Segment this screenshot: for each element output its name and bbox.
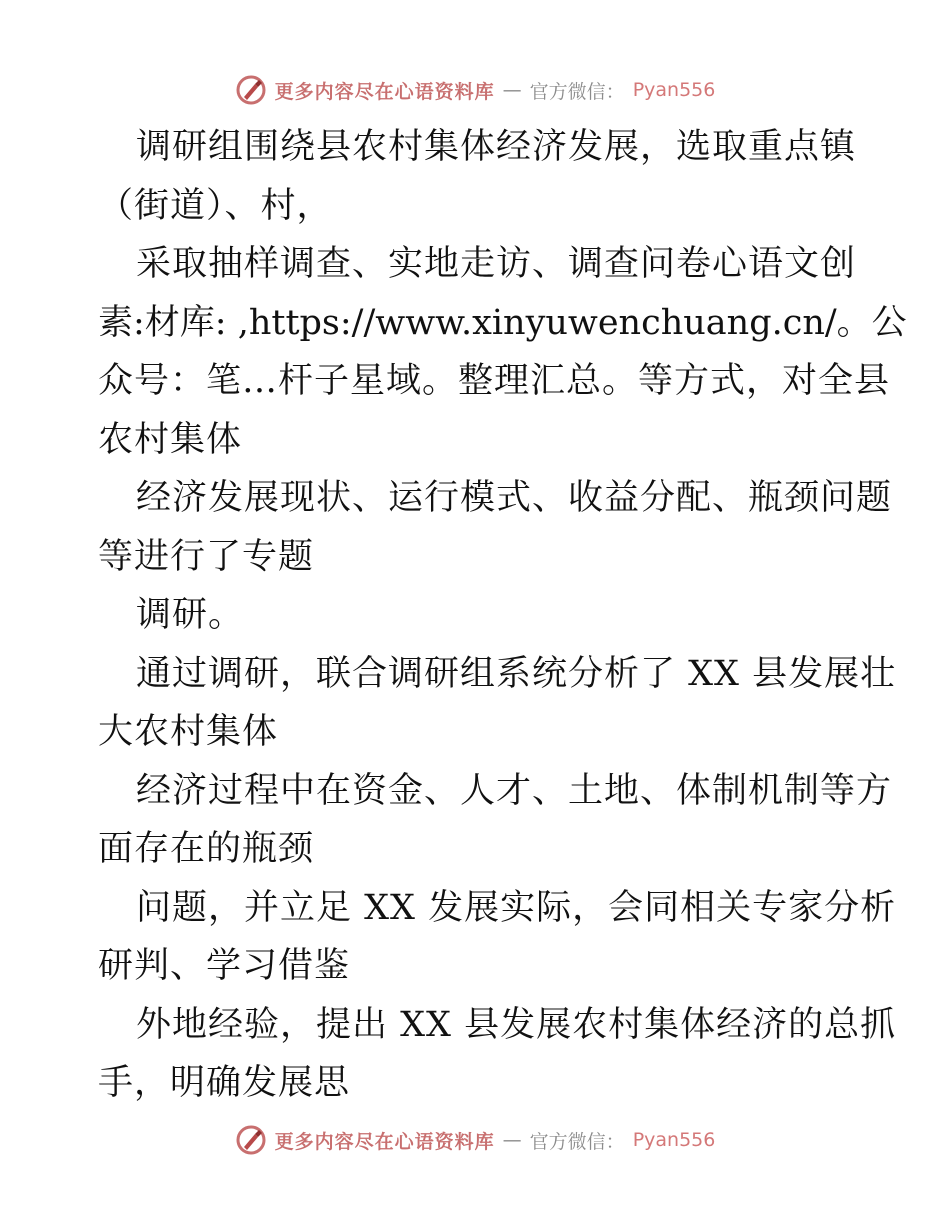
banner-wechat-id: Pyan556 [632, 79, 716, 101]
text-line: 外地经验，提出 XX 县发展农村集体经济的总抓 [136, 1004, 897, 1045]
pen-logo-icon [235, 74, 267, 106]
text-line: 农村集体 [98, 419, 243, 460]
text-line: 等进行了专题 [98, 536, 315, 577]
pen-logo-icon [235, 1124, 267, 1156]
text-line: 研判、学习借鉴 [98, 946, 351, 986]
banner-dash: — [502, 1129, 522, 1151]
banner-brand-text: 更多内容尽在心语资料库 [274, 1130, 495, 1153]
text-line: 通过调研，联合调研组系统分析了 XX 县发展壮 [136, 653, 897, 694]
banner-wechat-label: 官方微信： [529, 1130, 625, 1153]
document-body [98, 118, 907, 1113]
banner-wechat-label: 官方微信： [529, 80, 625, 103]
text-line: 大农村集体 [98, 712, 279, 752]
text-line: 素:材库: ,https://www.xinyuwenchuang.cn/。公 [98, 302, 907, 343]
text-line: 经济过程中在资金、人才、土地、体制机制等方 [136, 770, 893, 811]
banner-brand-text: 更多内容尽在心语资料库 [274, 80, 495, 103]
text-line: 问题，并立足 XX 发展实际，会同相关专家分析 [136, 887, 897, 928]
text-line: 调研。 [136, 595, 245, 635]
footer-banner [0, 1120, 950, 1160]
text-line: 经济发展现状、运行模式、收益分配、瓶颈问题 [136, 478, 893, 518]
header-banner [0, 70, 950, 110]
banner-wechat-id: Pyan556 [632, 1129, 716, 1151]
banner-dash: — [502, 79, 522, 101]
text-line: 众号：笔…杆子星域。整理汇总。等方式，对全县 [98, 361, 891, 401]
text-line: 采取抽样调查、实地走访、调查问卷心语文创 [136, 244, 857, 284]
text-line: 手，明确发展思 [98, 1063, 351, 1103]
text-line: （街道）、村， [98, 185, 333, 226]
text-line: 面存在的瓶颈 [98, 829, 315, 869]
text-line: 调研组围绕县农村集体经济发展，选取重点镇 [136, 127, 857, 167]
